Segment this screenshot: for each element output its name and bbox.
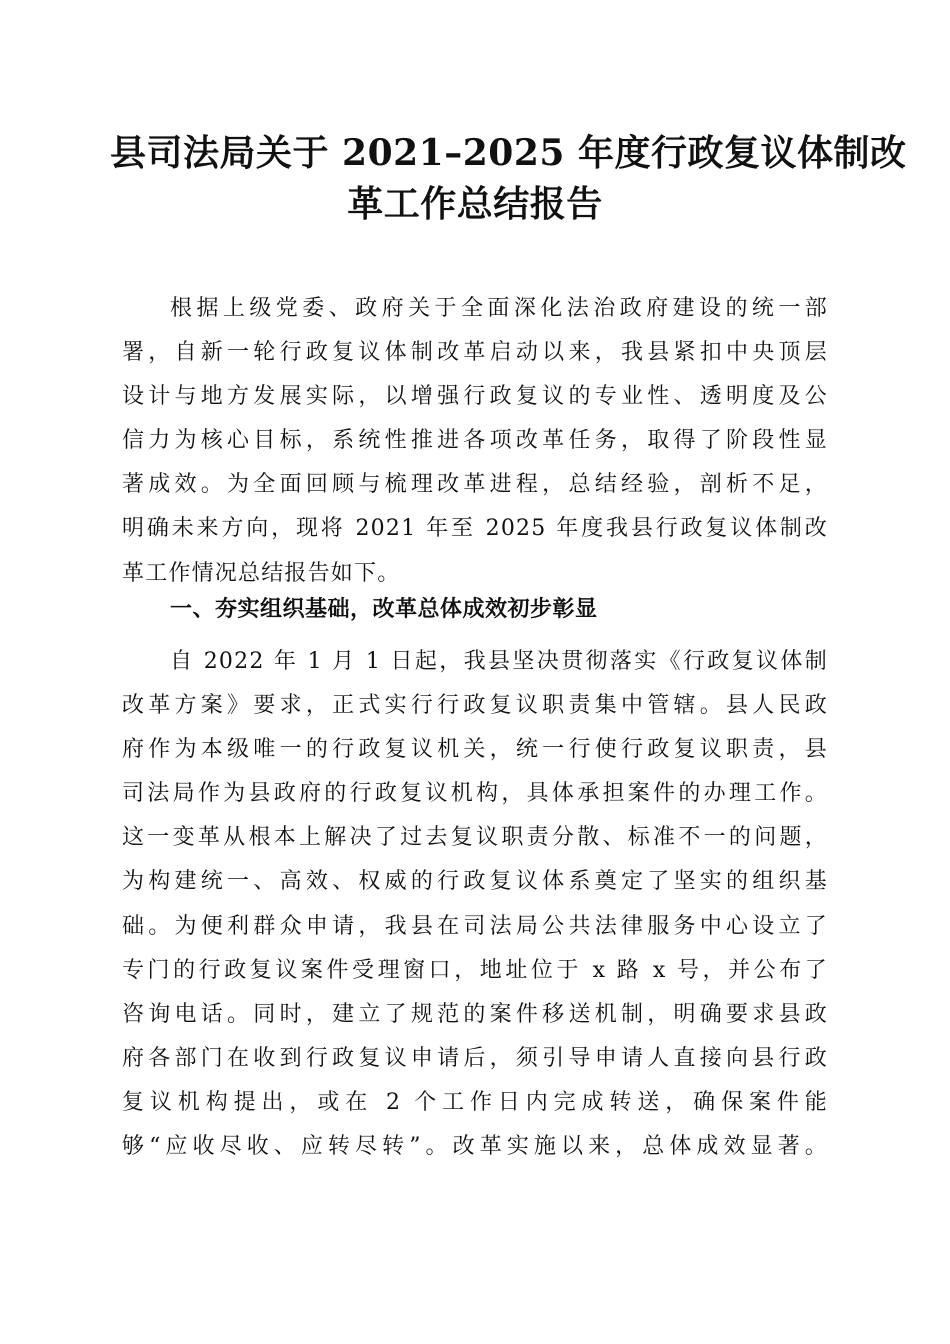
paragraph-line: 为构建统一、高效、权威的行政复议体系奠定了坚实的组织基 (122, 869, 828, 895)
paragraph-line: 府作为本级唯一的行政复议机关，统一行使行政复议职责，县 (122, 737, 828, 763)
paragraph-line: 司法局作为县政府的行政复议机构，具体承担案件的办理工作。 (122, 781, 828, 807)
paragraph-line: 专门的行政复议案件受理窗口，地址位于 x 路 x 号，并公布了 (122, 957, 828, 983)
paragraph-line: 这一变革从根本上解决了过去复议职责分散、标准不一的问题， (122, 825, 828, 851)
paragraph-line: 自 2022 年 1 月 1 日起，我县坚决贯彻落实《行政复议体制 (170, 649, 828, 674)
paragraph-line: 著成效。为全面回顾与梳理改革进程，总结经验，剖析不足， (122, 472, 828, 498)
document-title (110, 128, 907, 230)
paragraph-line: 府各部门在收到行政复议申请后，须引导申请人直接向县行政 (122, 1045, 828, 1071)
paragraph-line: 明确未来方向，现将 2021 年至 2025 年度我县行政复议体制改 (122, 516, 828, 542)
paragraph-line: 改革方案》要求，正式实行行政复议职责集中管辖。县人民政 (122, 693, 828, 719)
paragraph-line: 复议机构提出，或在 2 个工作日内完成转送，确保案件能 (122, 1089, 828, 1115)
section-heading: 一、夯实组织基础，改革总体成效初步彰显 (170, 597, 598, 622)
section-paragraph (122, 640, 828, 1169)
title-line: 革工作总结报告 (347, 183, 603, 225)
paragraph-line: 够“应收尽收、应转尽转”。改革实施以来，总体成效显著。 (122, 1134, 828, 1160)
paragraph-line: 础。为便利群众申请，我县在司法局公共法律服务中心设立了 (122, 913, 828, 939)
paragraph-line: 信力为核心目标，系统性推进各项改革任务，取得了阶段性显 (122, 428, 828, 454)
intro-paragraph (122, 287, 828, 596)
paragraph-line: 咨询电话。同时，建立了规范的案件移送机制，明确要求县政 (122, 1001, 828, 1027)
paragraph-line: 根据上级党委、政府关于全面深化法治政府建设的统一部 (170, 296, 828, 321)
title-line: 县司法局关于 2021–2025 年度行政复议体制改 (110, 132, 907, 174)
paragraph-line: 署，自新一轮行政复议体制改革启动以来，我县紧扣中央顶层 (122, 340, 828, 366)
paragraph-line: 设计与地方发展实际，以增强行政复议的专业性、透明度及公 (122, 384, 828, 410)
paragraph-line: 革工作情况总结报告如下。 (122, 560, 401, 586)
